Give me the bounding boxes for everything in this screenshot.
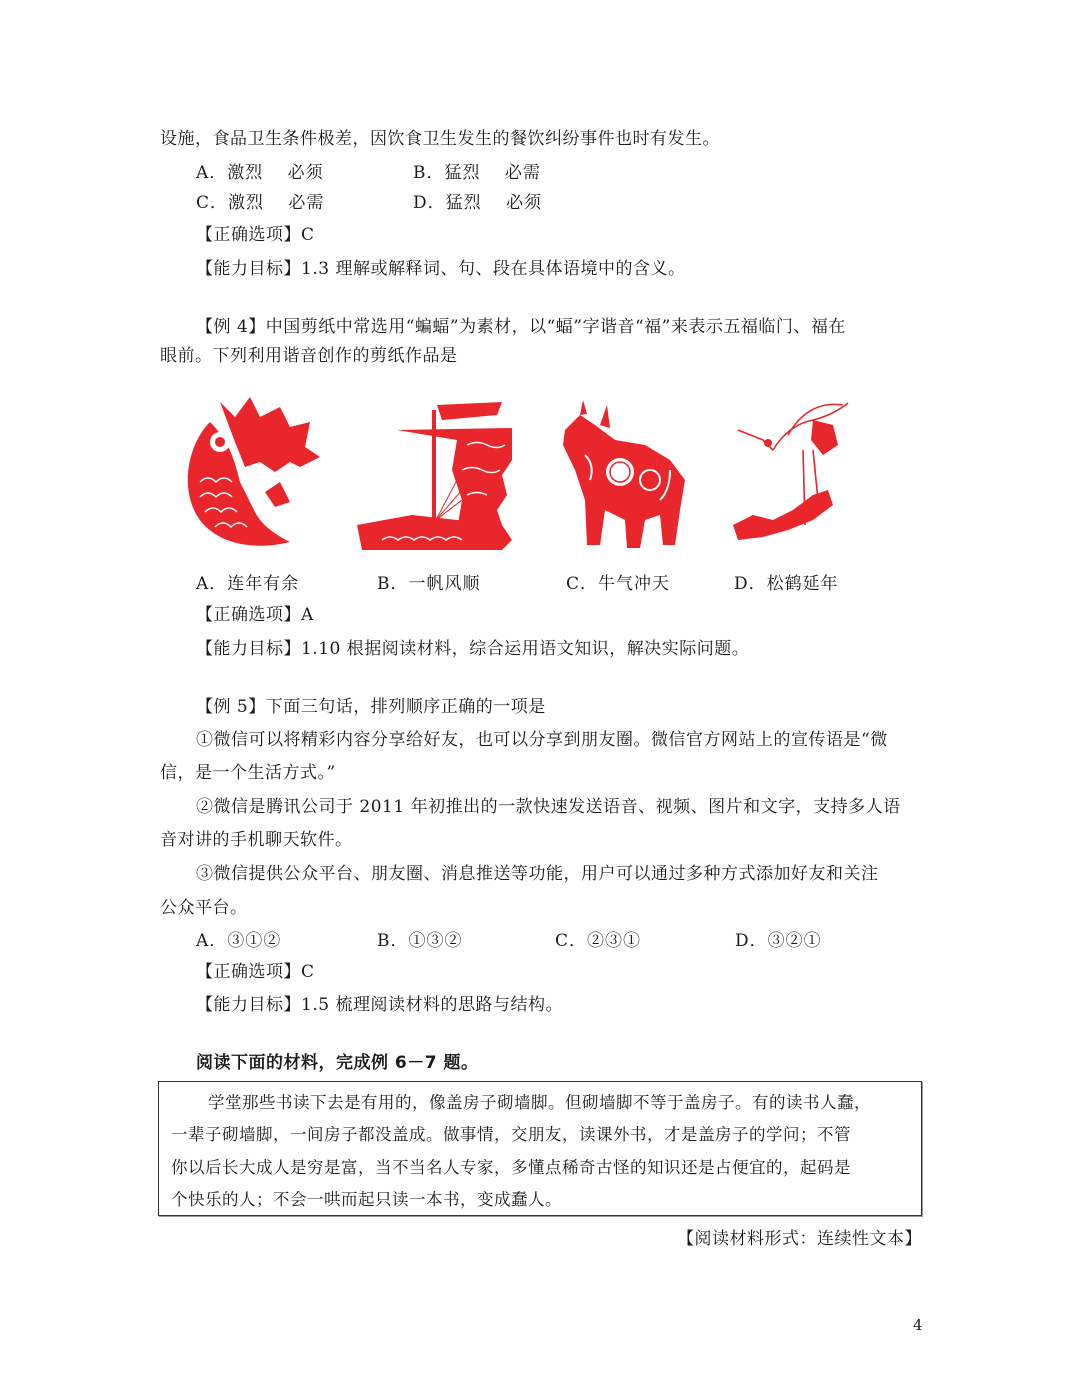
sailboat-papercut-image (352, 400, 517, 555)
q5-ability: 【能力目标】1.5 梳理阅读材料的思路与结构。 (196, 995, 563, 1015)
q5-stem: 【例 5】下面三句话，排列顺序正确的一项是 (196, 697, 546, 717)
q4-stem-line1: 【例 4】中国剪纸中常选用“蝙蝠”为素材，以“蝠”字谐音“福”来表示五福临门、福在 (196, 317, 846, 337)
q5-option-c: C．②③① (555, 931, 642, 951)
q5-sentence1-line1: ①微信可以将精彩内容分享给好友，也可以分享到朋友圈。微信官方网站上的宣传语是“微 (196, 730, 888, 750)
q4-option-a: A．连年有余 (196, 574, 300, 594)
q4-option-c: C．牛气冲天 (566, 574, 671, 594)
q4-option-b: B．一帆风顺 (377, 574, 481, 594)
q5-sentence1-line2: 信，是一个生活方式。” (160, 763, 336, 783)
q3-option-c: C．激烈 必需 (196, 193, 325, 213)
reading-line-3: 你以后长大成人是穷是富，当不当名人专家，多懂点稀奇古怪的知识还是占便宜的，起码是 (171, 1158, 851, 1177)
reading-heading: 阅读下面的材料，完成例 6－7 题。 (196, 1053, 479, 1073)
q5-sentence2-line1: ②微信是腾讯公司于 2011 年初推出的一款快速发送语音、视频、图片和文字，支持多人语 (196, 797, 901, 817)
q5-option-d: D．③②① (735, 931, 822, 951)
reading-form-label: 【阅读材料形式：连续性文本】 (677, 1229, 922, 1249)
q4-answer: 【正确选项】A (196, 605, 314, 625)
q5-answer: 【正确选项】C (196, 962, 315, 982)
q3-option-b: B．猛烈 必需 (413, 163, 541, 183)
fish-lotus-papercut-image (180, 392, 325, 552)
q3-option-d: D．猛烈 必须 (413, 193, 543, 213)
crane-pine-papercut-image (733, 395, 853, 545)
q5-sentence3-line1: ③微信提供公众平台、朋友圈、消息推送等功能，用户可以通过多种方式添加好友和关注 (196, 864, 879, 884)
ox-papercut-image (555, 400, 695, 552)
page-number: 4 (913, 1316, 923, 1334)
q4-ability: 【能力目标】1.10 根据阅读材料，综合运用语文知识，解决实际问题。 (196, 639, 750, 659)
q3-ability: 【能力目标】1.3 理解或解释词、句、段在具体语境中的含义。 (196, 259, 686, 279)
q3-answer: 【正确选项】C (196, 225, 315, 245)
reading-line-1: 学堂那些书读下去是有用的，像盖房子砌墙脚。但砌墙脚不等于盖房子。有的读书人蠢， (208, 1093, 871, 1112)
q3-text-end: 设施，食品卫生条件极差，因饮食卫生发生的餐饮纠纷事件也时有发生。 (160, 129, 720, 149)
q5-sentence3-line2: 公众平台。 (160, 898, 248, 918)
reading-line-2: 一辈子砌墙脚，一间房子都没盖成。做事情，交朋友，读课外书，才是盖房子的学问；不管 (171, 1125, 851, 1144)
reading-line-4: 个快乐的人；不会一哄而起只读一本书，变成蠢人。 (171, 1190, 562, 1209)
q5-sentence2-line2: 音对讲的手机聊天软件。 (160, 830, 353, 850)
q5-option-b: B．①③② (377, 931, 463, 951)
q3-option-a: A．激烈 必须 (196, 163, 324, 183)
q4-stem-line2: 眼前。下列利用谐音创作的剪纸作品是 (160, 346, 458, 366)
q4-option-d: D．松鹤延年 (734, 574, 839, 594)
q5-option-a: A．③①② (196, 931, 282, 951)
